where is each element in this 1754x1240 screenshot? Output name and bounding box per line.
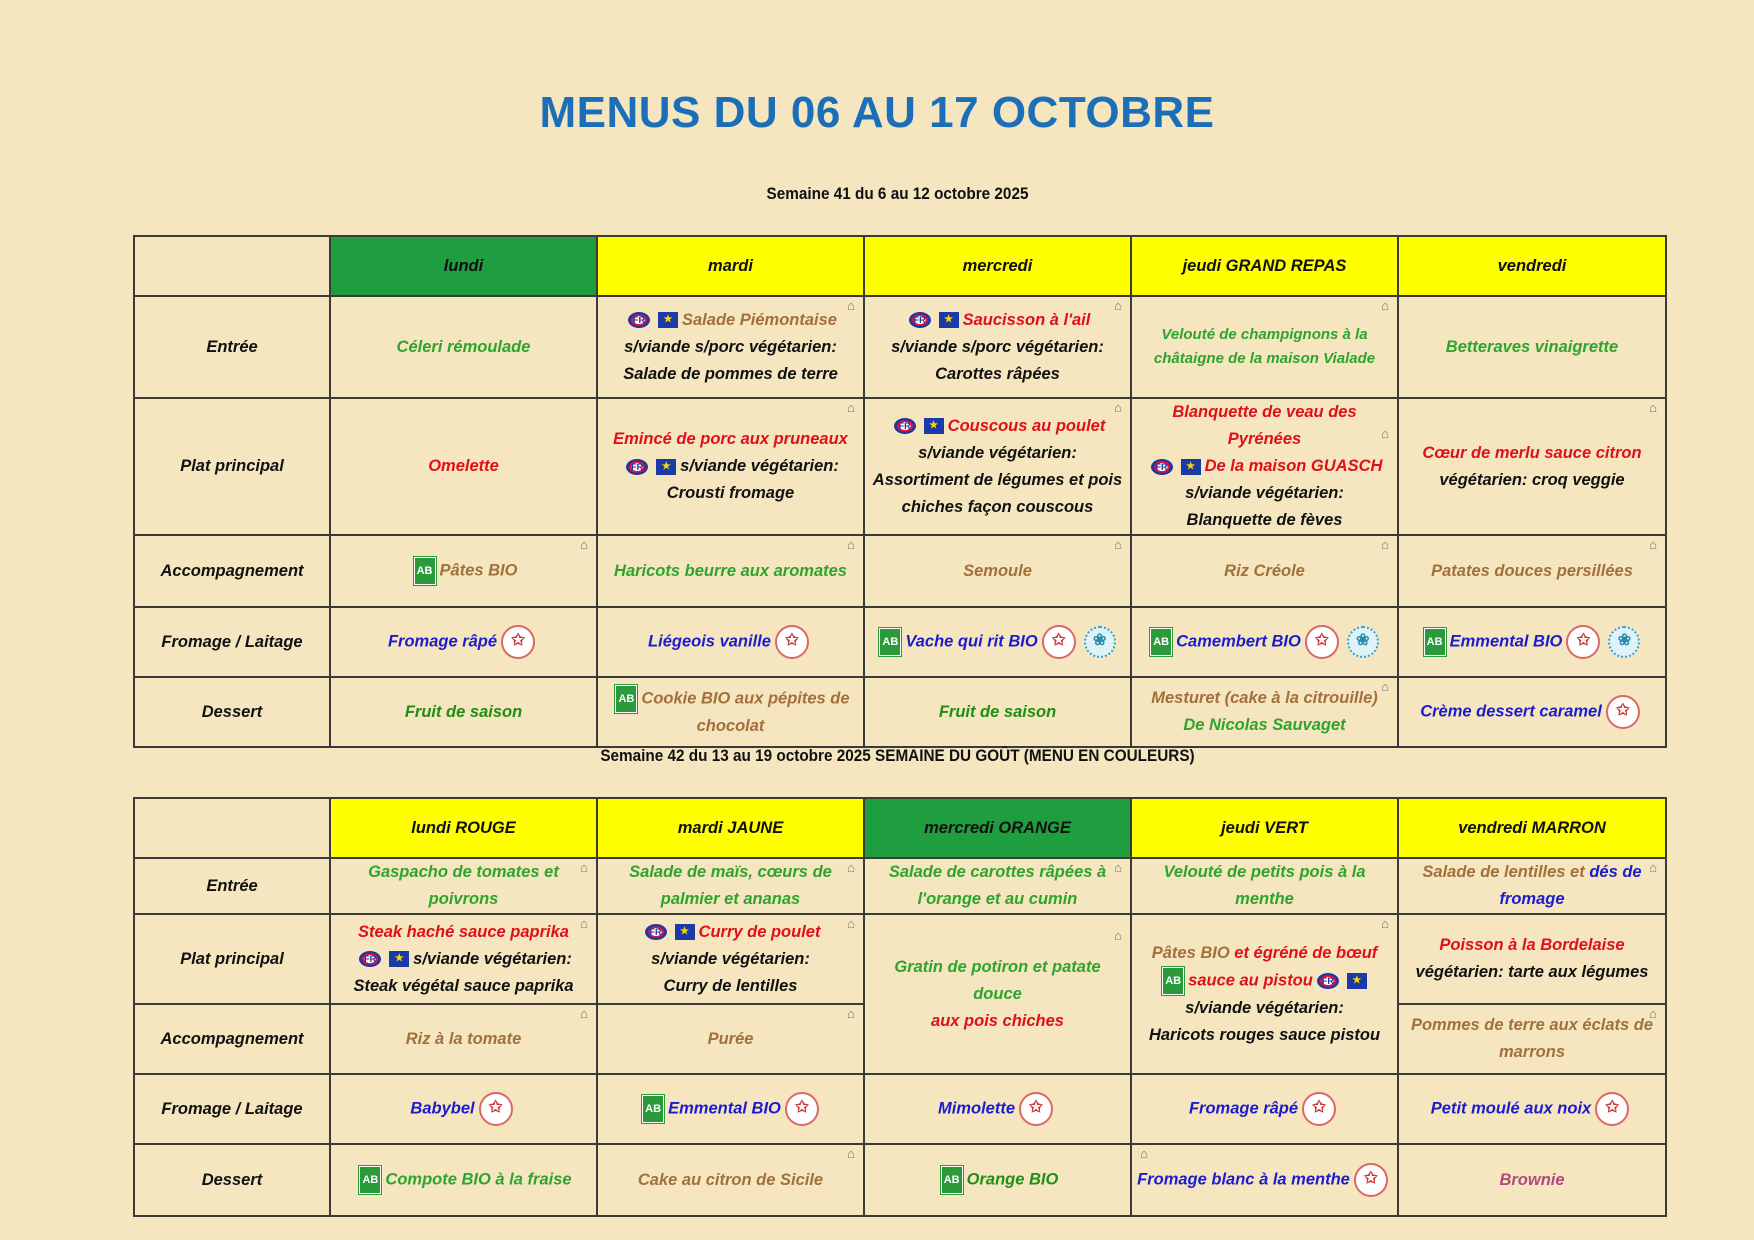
dish-name: Pâtes BIO — [439, 561, 518, 580]
week2-day-lundi: lundi ROUGE — [330, 798, 597, 858]
dish-alt-name: Assortiment de légumes et pois — [872, 470, 1123, 489]
row-header-accompagnement: Accompagnement — [134, 1004, 330, 1074]
lait-francais-icon: ✩ — [1305, 625, 1339, 659]
dish-name: Crème dessert caramel — [1420, 702, 1602, 721]
dish-name-cont: aux pois chiches — [931, 1011, 1064, 1030]
week2-entree-lundi — [330, 858, 597, 914]
week1-entree-jeudi — [1131, 296, 1398, 398]
week1-menu-table — [133, 235, 1667, 748]
dish-alt-label: s/viande végétarien: — [680, 457, 839, 475]
week2-dessert-mardi — [597, 1144, 864, 1216]
dish-alt-label: s/viande s/porc végétarien: — [891, 337, 1104, 356]
week1-dessert-mardi — [597, 677, 864, 747]
france-origin-icon: FR — [1151, 459, 1173, 475]
chef-hat-icon: ⌂ — [1381, 298, 1389, 313]
lait-francais-icon: ✩ — [1566, 625, 1600, 659]
dish-name: Saucisson à l'ail — [962, 310, 1091, 329]
chef-hat-icon: ⌂ — [1649, 537, 1657, 552]
dish-alt-label: s/viande végétarien: — [1185, 998, 1344, 1017]
dish-alt-name: Curry de lentilles — [663, 976, 798, 995]
week1-plat-vendredi — [1398, 398, 1666, 535]
dish-name-cont: l'orange et au cumin — [917, 890, 1078, 908]
week1-dessert-mercredi — [864, 677, 1131, 747]
page-title: MENUS DU 06 AU 17 OCTOBRE — [539, 88, 1215, 137]
week2-row-plat — [134, 914, 1666, 1004]
week2-dessert-mercredi — [864, 1144, 1131, 1216]
chef-hat-icon: ⌂ — [847, 1006, 855, 1021]
dish-name: Pâtes BIO — [1151, 943, 1235, 962]
dish-alt-label: s/viande végétarien: — [413, 949, 572, 968]
eu-flag-icon: ★ — [1347, 973, 1367, 989]
dish-alt-label: s/viande végétarien: — [1185, 484, 1344, 502]
row-header-dessert: Dessert — [134, 1144, 330, 1216]
dish-name: Camembert BIO — [1176, 632, 1301, 651]
lait-francais-icon: ✩ — [1302, 1092, 1336, 1126]
dish-alt-name: végétarien: tarte aux légumes — [1415, 963, 1649, 981]
week1-accomp-mercredi — [864, 535, 1131, 607]
organic-ab-icon: AB — [359, 1166, 381, 1194]
dish-name-cont: De la maison GUASCH — [1204, 457, 1383, 475]
row-header-plat: Plat principal — [134, 914, 330, 1004]
week1-day-vendredi: vendredi — [1398, 236, 1666, 296]
organic-ab-icon: AB — [1162, 967, 1184, 995]
eu-flag-icon: ★ — [675, 924, 695, 940]
week1-fromage-mardi — [597, 607, 864, 677]
week1-header-row — [134, 236, 1666, 296]
lait-francais-icon: ✩ — [1595, 1092, 1629, 1126]
week1-dessert-lundi — [330, 677, 597, 747]
week2-row-dessert — [134, 1144, 1666, 1216]
week2-accomp-lundi — [330, 1004, 597, 1074]
week1-plat-mardi — [597, 398, 864, 535]
chef-hat-icon: ⌂ — [1114, 860, 1122, 875]
dish-alt-name: Carottes râpées — [935, 364, 1060, 383]
organic-ab-icon: AB — [1150, 628, 1172, 656]
week1-day-jeudi: jeudi GRAND REPAS — [1131, 236, 1398, 296]
dish-name: Cookie BIO aux pépites de — [641, 688, 850, 707]
row-header-accompagnement: Accompagnement — [134, 535, 330, 607]
france-origin-icon: FR — [359, 951, 381, 967]
quality-label-icon: ❀ — [1084, 626, 1116, 658]
dish-name: Purée — [707, 1029, 754, 1048]
chef-hat-icon: ⌂ — [1381, 916, 1389, 931]
dish-alt-label: s/viande végétarien: — [651, 949, 810, 968]
organic-ab-icon: AB — [941, 1166, 963, 1194]
row-header-entree: Entrée — [134, 296, 330, 398]
eu-flag-icon: ★ — [658, 312, 678, 328]
chef-hat-icon: ⌂ — [847, 1146, 855, 1161]
week2-title: Semaine 42 du 13 au 19 octobre 2025 SEMAINE DU GOÛT (MENU EN COULEURS) — [600, 746, 1195, 765]
week1-row-plat — [134, 398, 1666, 535]
week2-dessert-vendredi — [1398, 1144, 1666, 1216]
week1-accomp-lundi — [330, 535, 597, 607]
dish-name-cont: poivrons — [428, 890, 499, 908]
dish-name: Riz à la tomate — [405, 1029, 522, 1048]
dish-name: Fromage râpé — [1188, 1099, 1299, 1118]
week2-day-vendredi: vendredi MARRON — [1398, 798, 1666, 858]
week1-accomp-mardi — [597, 535, 864, 607]
week1-entree-mardi — [597, 296, 864, 398]
week2-day-mardi: mardi JAUNE — [597, 798, 864, 858]
dish-alt-name: végétarien: croq veggie — [1439, 470, 1625, 489]
dish-name: Poisson à la Bordelaise — [1439, 936, 1625, 954]
dish-name: Emmental BIO — [668, 1099, 781, 1118]
dish-name: Omelette — [428, 457, 499, 475]
dish-alt-name: Crousti fromage — [666, 484, 795, 502]
chef-hat-icon: ⌂ — [1140, 1146, 1148, 1161]
organic-ab-icon: AB — [642, 1095, 664, 1123]
france-origin-icon: FR — [1317, 973, 1339, 989]
week2-fromage-mercredi — [864, 1074, 1131, 1144]
week1-entree-vendredi — [1398, 296, 1666, 398]
dish-name: Curry de poulet — [698, 922, 821, 941]
week2-accomp-mardi — [597, 1004, 864, 1074]
week1-entree-mercredi — [864, 296, 1131, 398]
dish-name-cont: menthe — [1235, 890, 1294, 908]
chef-hat-icon: ⌂ — [847, 860, 855, 875]
france-origin-icon: FR — [645, 924, 667, 940]
week2-plat-lundi — [330, 914, 597, 1004]
chef-hat-icon: ⌂ — [1381, 537, 1389, 552]
week2-entree-jeudi — [1131, 858, 1398, 914]
week1-dessert-vendredi — [1398, 677, 1666, 747]
dish-name: Cake au citron de Sicile — [637, 1170, 824, 1189]
week1-plat-jeudi — [1131, 398, 1398, 535]
dish-name: Mimolette — [937, 1099, 1015, 1118]
lait-francais-icon: ✩ — [785, 1092, 819, 1126]
week2-row-entree — [134, 858, 1666, 914]
corner-cell — [134, 236, 330, 296]
chef-hat-icon: ⌂ — [1114, 537, 1122, 552]
dish-name: Vache qui rit BIO — [905, 632, 1038, 651]
lait-francais-icon: ✩ — [775, 625, 809, 659]
dish-name: Brownie — [1499, 1170, 1565, 1189]
dish-alt-label: s/viande végétarien: — [918, 443, 1077, 462]
eu-flag-icon: ★ — [1181, 459, 1201, 475]
lait-francais-icon: ✩ — [501, 625, 535, 659]
week1-fromage-lundi — [330, 607, 597, 677]
lait-francais-icon: ✩ — [1019, 1092, 1053, 1126]
france-origin-icon: FR — [909, 312, 931, 328]
chef-hat-icon: ⌂ — [1114, 928, 1122, 943]
week1-accomp-jeudi — [1131, 535, 1398, 607]
quality-label-icon: ❀ — [1608, 626, 1640, 658]
dish-name: Pommes de terre aux éclats de — [1410, 1016, 1654, 1034]
dish-alt-label: s/viande s/porc végétarien: — [624, 337, 837, 356]
chef-hat-icon: ⌂ — [1381, 679, 1389, 694]
lait-francais-icon: ✩ — [479, 1092, 513, 1126]
week2-plat-jeudi — [1131, 914, 1398, 1074]
dish-name: Emincé de porc aux pruneaux — [613, 430, 848, 448]
eu-flag-icon: ★ — [939, 312, 959, 328]
dish-name: Fruit de saison — [938, 702, 1057, 721]
organic-ab-icon: AB — [879, 628, 901, 656]
week2-fromage-jeudi — [1131, 1074, 1398, 1144]
week2-fromage-lundi — [330, 1074, 597, 1144]
week2-day-jeudi: jeudi VERT — [1131, 798, 1398, 858]
week2-entree-mercredi — [864, 858, 1131, 914]
dish-name: Compote BIO à la fraise — [385, 1170, 572, 1189]
week1-entree-lundi — [330, 296, 597, 398]
week2-row-fromage — [134, 1074, 1666, 1144]
week1-fromage-vendredi — [1398, 607, 1666, 677]
dish-name: Babybel — [410, 1099, 475, 1118]
week1-fromage-jeudi — [1131, 607, 1398, 677]
lait-francais-icon: ✩ — [1042, 625, 1076, 659]
week1-title: Semaine 41 du 6 au 12 octobre 2025 — [766, 184, 1029, 203]
week2-fromage-vendredi — [1398, 1074, 1666, 1144]
dish-name-cont: chocolat — [696, 716, 765, 735]
chef-hat-icon: ⌂ — [847, 400, 855, 415]
row-header-plat: Plat principal — [134, 398, 330, 535]
dish-alt-name: Steak végétal sauce paprika — [353, 976, 574, 995]
row-header-dessert: Dessert — [134, 677, 330, 747]
dish-name-cont: De Nicolas Sauvaget — [1183, 716, 1346, 734]
france-origin-icon: FR — [626, 459, 648, 475]
week1-row-accomp — [134, 535, 1666, 607]
dish-name: Couscous au poulet — [947, 416, 1106, 435]
week2-accomp-vendredi — [1398, 1004, 1666, 1074]
dish-name: Petit moulé aux noix — [1430, 1099, 1592, 1118]
week1-row-dessert — [134, 677, 1666, 747]
organic-ab-icon: AB — [414, 557, 436, 585]
week1-plat-lundi — [330, 398, 597, 535]
week2-entree-mardi — [597, 858, 864, 914]
dish-name-cont: palmier et ananas — [660, 890, 801, 908]
row-header-fromage: Fromage / Laitage — [134, 607, 330, 677]
dish-name: Gratin de potiron et patate douce — [894, 957, 1101, 1003]
week2-dessert-lundi — [330, 1144, 597, 1216]
dish-name: Riz Créole — [1224, 561, 1305, 580]
dish-alt-name: Haricots rouges sauce pistou — [1148, 1025, 1381, 1044]
dish-name: Cœur de merlu sauce citron — [1422, 443, 1642, 462]
dish-alt-name-cont: chiches façon couscous — [901, 497, 1094, 516]
eu-flag-icon: ★ — [389, 951, 409, 967]
week1-day-lundi: lundi — [330, 236, 597, 296]
dish-name: Velouté de petits pois à la — [1163, 863, 1366, 881]
chef-hat-icon: ⌂ — [580, 860, 588, 875]
dish-name: Fromage blanc à la menthe — [1137, 1170, 1350, 1189]
week1-dessert-jeudi — [1131, 677, 1398, 747]
dish-name-cont: marrons — [1498, 1043, 1566, 1061]
france-origin-icon: FR — [894, 418, 916, 434]
dish-name: Blanquette de veau des Pyrénées — [1172, 403, 1357, 448]
dish-name: Céleri rémoulade — [396, 337, 531, 356]
week2-dessert-jeudi — [1131, 1144, 1398, 1216]
dish-name: Salade de lentilles et — [1422, 863, 1590, 881]
dish-name-accent: dés de — [1589, 863, 1642, 881]
dish-name: Semoule — [963, 561, 1032, 580]
week2-menu-table — [133, 797, 1667, 1217]
dish-name: Betteraves vinaigrette — [1445, 337, 1619, 356]
dish-name-cont: fromage — [1499, 890, 1565, 908]
chef-hat-icon: ⌂ — [1114, 298, 1122, 313]
corner-cell — [134, 798, 330, 858]
chef-hat-icon: ⌂ — [580, 1006, 588, 1021]
lait-francais-icon: ✩ — [1606, 695, 1640, 729]
chef-hat-icon: ⌂ — [580, 916, 588, 931]
dish-alt-name: Salade de pommes de terre — [623, 364, 838, 383]
week1-day-mardi: mardi — [597, 236, 864, 296]
chef-hat-icon: ⌂ — [1114, 400, 1122, 415]
dish-name: Haricots beurre aux aromates — [614, 561, 847, 580]
week2-header-row — [134, 798, 1666, 858]
week2-plat-mardi — [597, 914, 864, 1004]
dish-name: Fromage râpé — [387, 632, 498, 651]
week1-fromage-mercredi — [864, 607, 1131, 677]
chef-hat-icon: ⌂ — [1649, 400, 1657, 415]
dish-name: Salade de carottes râpées à — [888, 863, 1107, 881]
week1-plat-mercredi — [864, 398, 1131, 535]
dish-name: Mesturet (cake à la citrouille) — [1151, 689, 1378, 707]
week2-entree-vendredi — [1398, 858, 1666, 914]
chef-hat-icon: ⌂ — [1649, 860, 1657, 875]
quality-label-icon: ❀ — [1347, 626, 1379, 658]
dish-name: Steak haché sauce paprika — [358, 922, 569, 941]
chef-hat-icon: ⌂ — [847, 916, 855, 931]
organic-ab-icon: AB — [615, 685, 637, 713]
dish-name-cont: sauce au pistou — [1188, 970, 1313, 989]
lait-francais-icon: ✩ — [1354, 1163, 1388, 1197]
chef-hat-icon: ⌂ — [580, 537, 588, 552]
week1-day-mercredi: mercredi — [864, 236, 1131, 296]
dish-name: Liégeois vanille — [648, 632, 771, 651]
week1-accomp-vendredi — [1398, 535, 1666, 607]
dish-name: Salade de maïs, cœurs de — [629, 863, 832, 881]
dish-name: Emmental BIO — [1449, 632, 1563, 651]
dish-name: Gaspacho de tomates et — [368, 863, 559, 881]
organic-ab-icon: AB — [1424, 628, 1446, 656]
row-header-entree: Entrée — [134, 858, 330, 914]
dish-name-accent: et égréné de bœuf — [1234, 943, 1378, 962]
eu-flag-icon: ★ — [924, 418, 944, 434]
dish-name-cont: châtaigne de la maison Vialade — [1153, 350, 1376, 367]
row-header-fromage: Fromage / Laitage — [134, 1074, 330, 1144]
eu-flag-icon: ★ — [656, 459, 676, 475]
dish-name: Patates douces persillées — [1431, 561, 1633, 580]
chef-hat-icon: ⌂ — [847, 537, 855, 552]
dish-alt-name: Blanquette de fèves — [1186, 511, 1343, 529]
week2-plat-mercredi — [864, 914, 1131, 1074]
dish-name: Orange BIO — [966, 1170, 1059, 1189]
chef-hat-icon: ⌂ — [1381, 426, 1389, 441]
chef-hat-icon: ⌂ — [847, 298, 855, 313]
week2-fromage-mardi — [597, 1074, 864, 1144]
chef-hat-icon: ⌂ — [1649, 1006, 1657, 1021]
week2-plat-vendredi — [1398, 914, 1666, 1004]
week1-row-entree — [134, 296, 1666, 398]
dish-name: Velouté de champignons à la — [1161, 326, 1368, 343]
france-origin-icon: FR — [628, 312, 650, 328]
dish-name: Fruit de saison — [404, 702, 523, 721]
dish-name: Salade Piémontaise — [682, 310, 837, 329]
week2-day-mercredi: mercredi ORANGE — [864, 798, 1131, 858]
week1-row-fromage — [134, 607, 1666, 677]
